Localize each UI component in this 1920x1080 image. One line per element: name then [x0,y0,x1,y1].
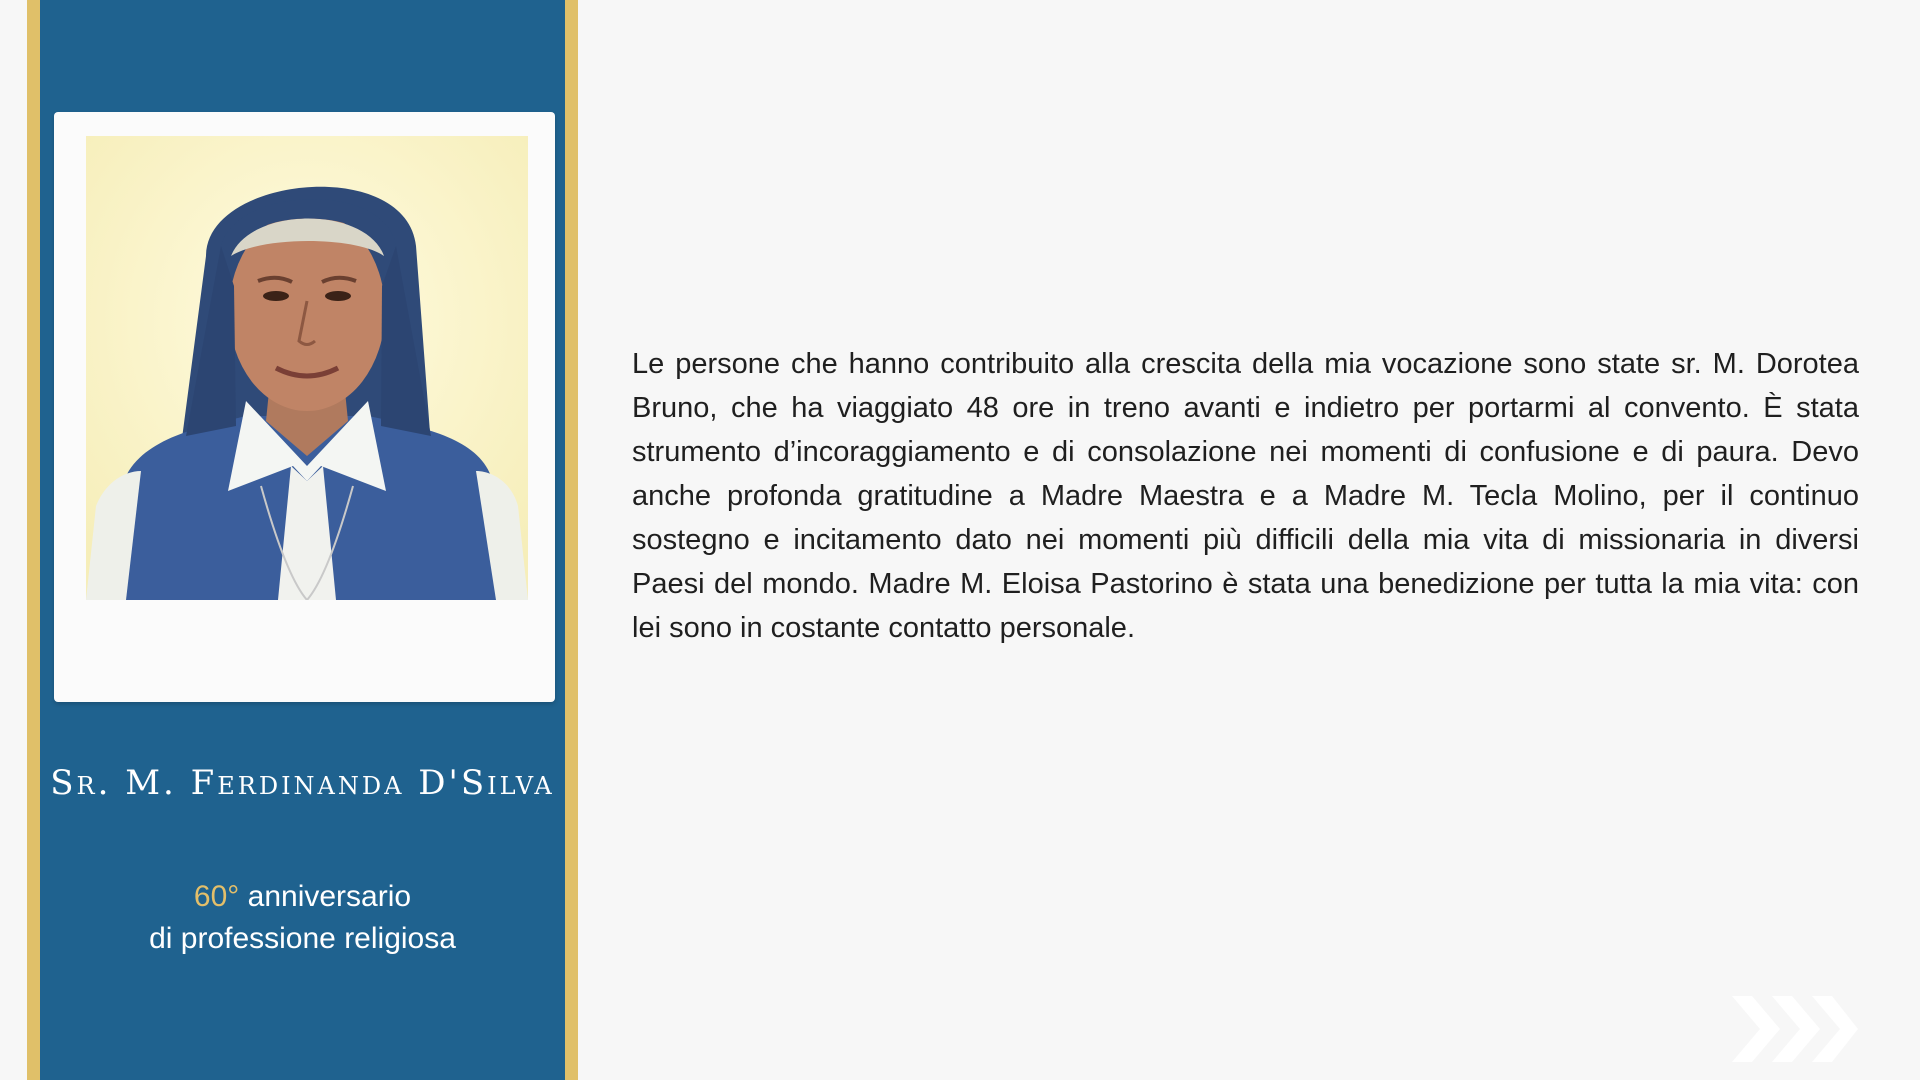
sidebar-panel [40,0,565,1080]
photo-frame [54,112,555,702]
testimony-paragraph: Le persone che hanno contribuito alla crescita della mia vocazione sono state sr. M. Dorotea Bruno, che ha viaggiato 48 ore in treno avanti e indietro per portarmi al convento. È stata strumento d’incoraggiamento e di consolazione nei momenti di confusione e di paura. Devo anche profonda gratitudine a Madre Maestra e a Madre M. Tecla Molino, per il continuo sostegno e incitamento dato nei momenti più difficili della mia vita di missionaria in diversi Paesi del mondo. Madre M. Eloisa Pastorino è stata una benedizione per tutta la mia vita: con lei sono in costante contatto personale. [632,348,1859,644]
anniversary-number: 60° [193,880,240,913]
anniversary-line-2: di professione religiosa [149,922,456,955]
sidebar-border [27,0,578,1080]
anniversary-line-1 [40,876,565,918]
portrait-photo [86,136,528,600]
anniversary-caption [40,876,565,960]
triple-chevron-right-icon[interactable] [1730,994,1860,1064]
person-name: Sr. M. Ferdinanda D'Silva [50,763,555,803]
anniversary-word: anniversario [247,880,412,913]
